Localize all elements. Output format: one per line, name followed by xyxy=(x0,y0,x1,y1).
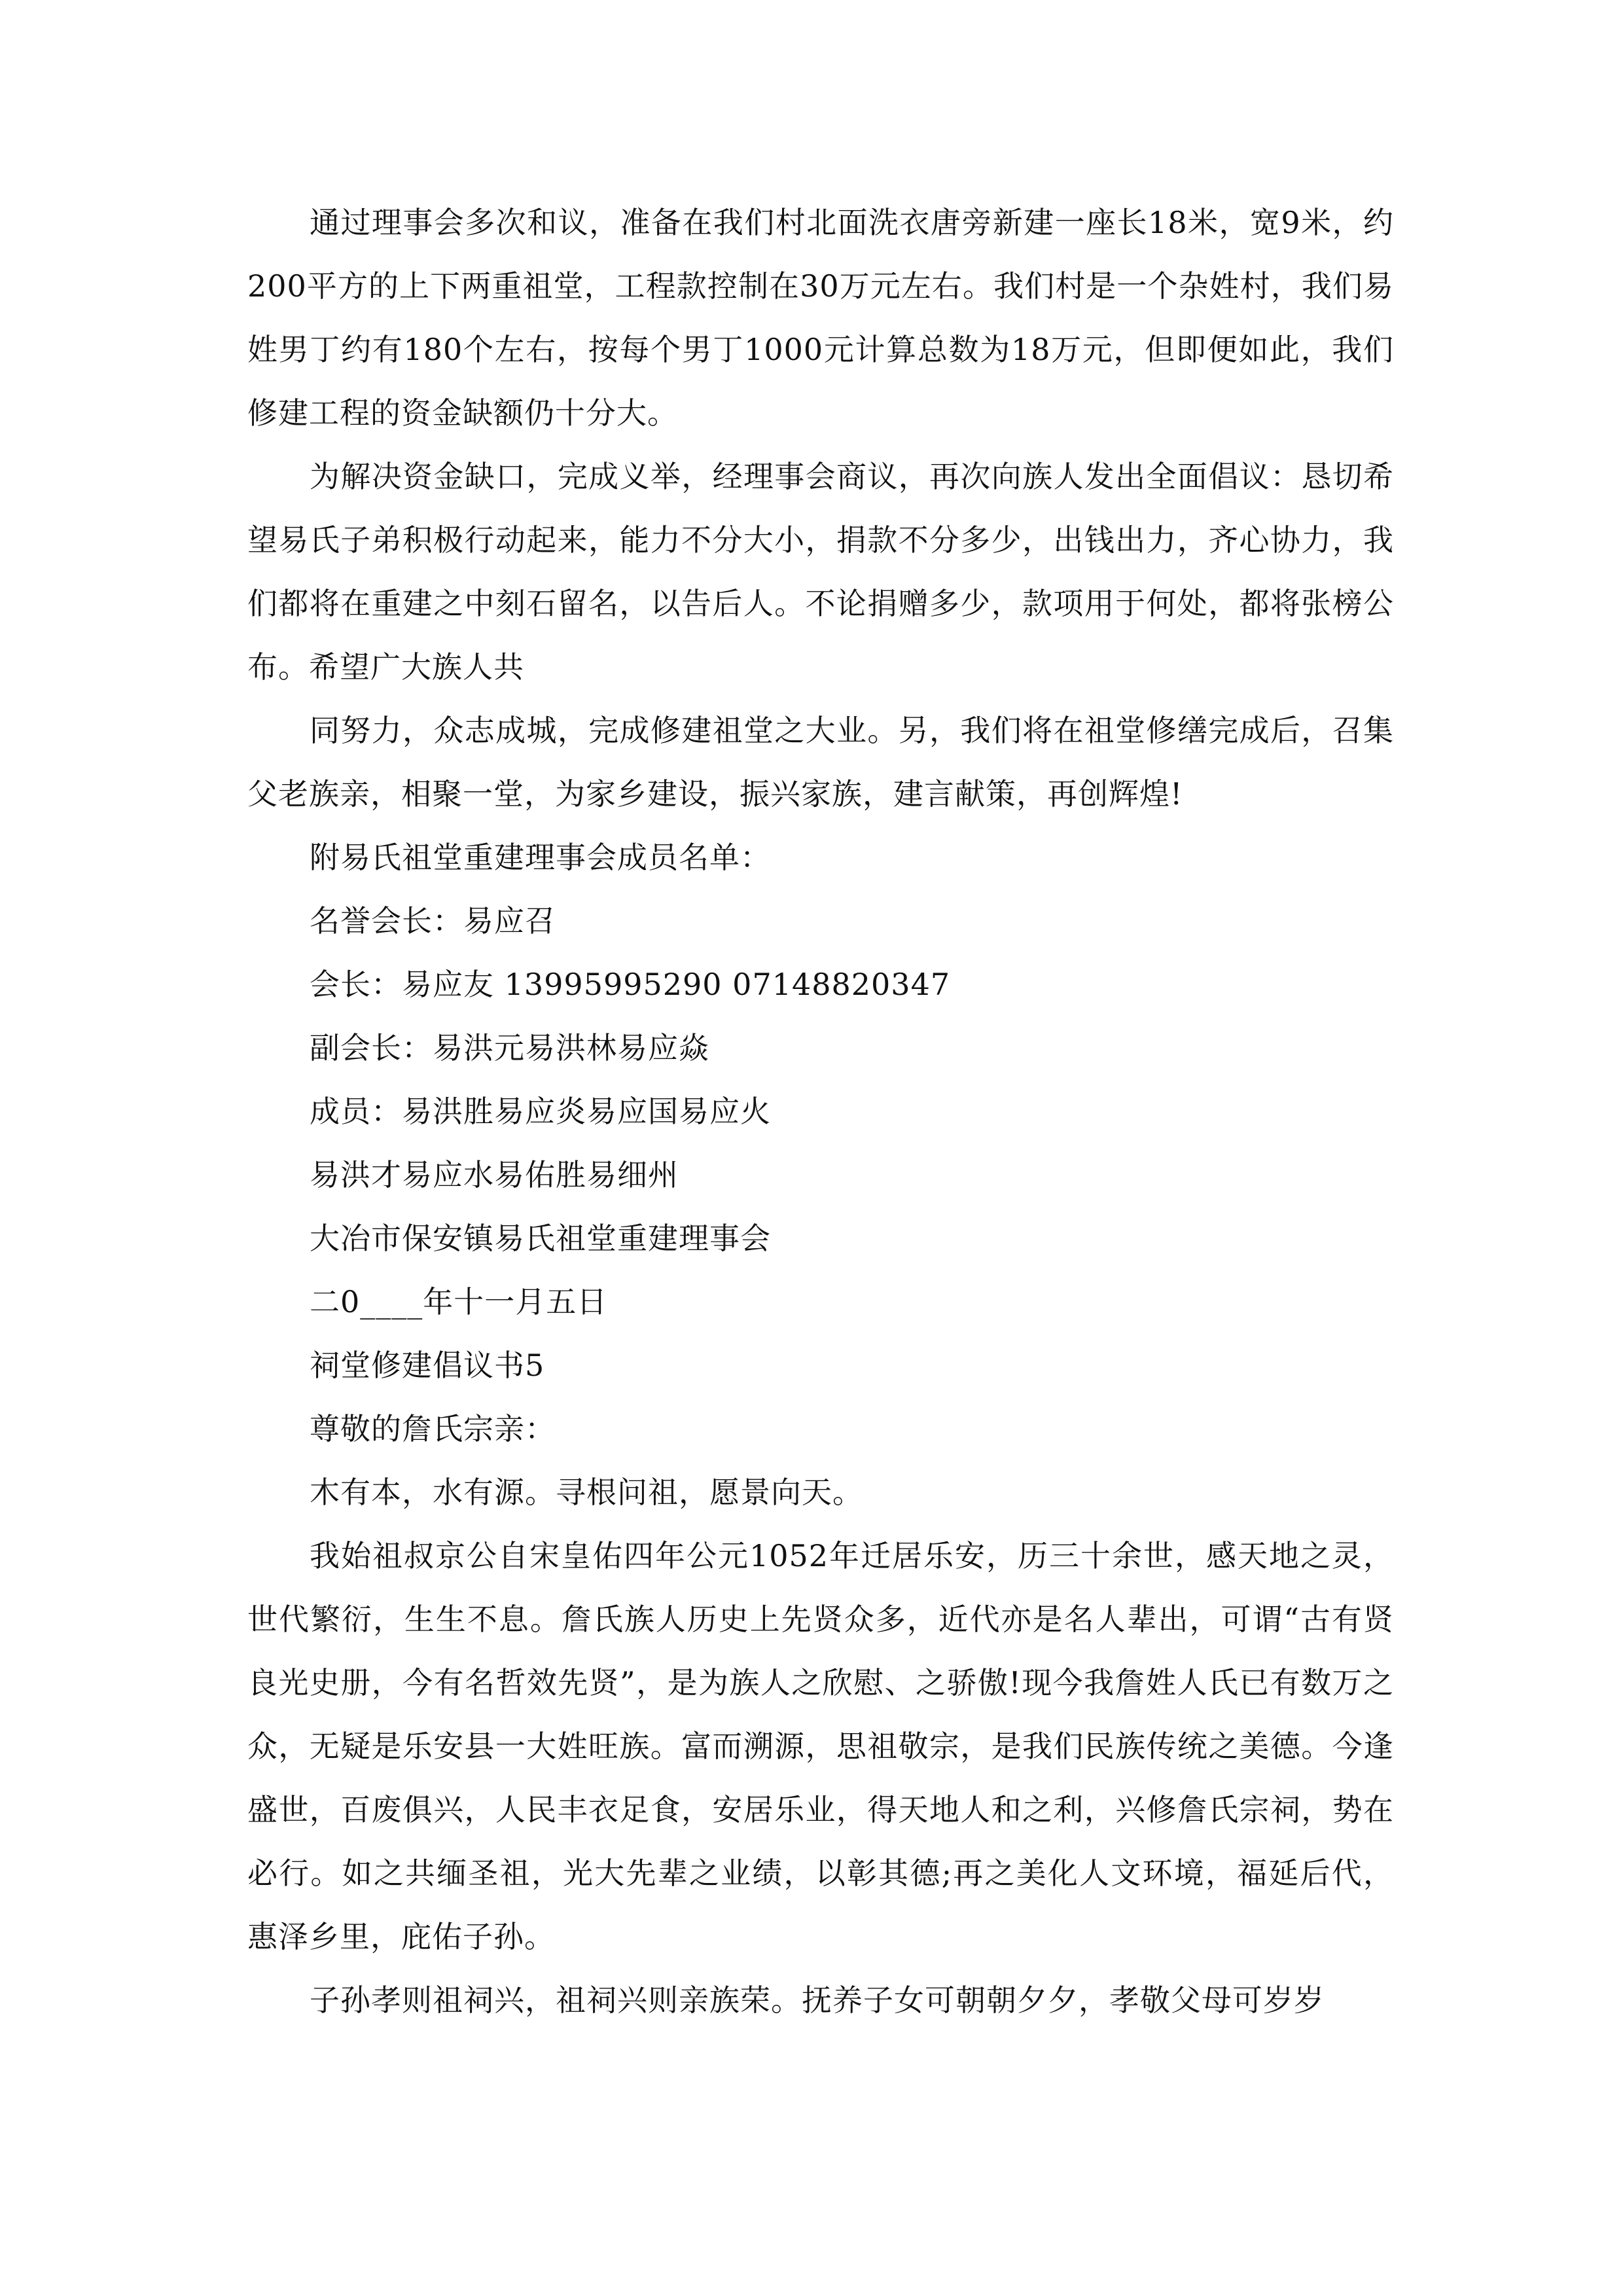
organization-signature: 大冶市保安镇易氏祖堂重建理事会 xyxy=(310,1221,771,1256)
honorary-president-line: 名誉会长：易应召 xyxy=(310,903,556,939)
members-line: 成员：易洪胜易应炎易应国易应火 xyxy=(310,1094,771,1129)
president-line: 会长：易应友 13995995290 07148820347 xyxy=(310,967,951,1002)
members-line-continued: 易洪才易应水易佑胜易细州 xyxy=(310,1157,679,1193)
paragraph-clan-history: 我始祖叔京公自宋皇佑四年公元1052年迁居乐安，历三十余世，感天地之灵，世代繁衍，生生不息。詹氏族人历史上先贤众多，近代亦是名人辈出，可谓“古有贤良光史册，今有名哲效先贤”，是为族人之欣慰、之骄傲!现今我詹姓人氏已有数万之众，无疑是乐安县一大姓旺族。富而溯源，思祖敬宗，是我们民族传统之美德。今逢盛世，百废俱兴，人民丰衣足食，安居乐业，得天地人和之利，兴修詹氏宗祠，势在必行。如之共缅圣祖，光大先辈之业绩，以彰其德;再之美化人文环境，福延后代，惠泽乡里，庇佑子孙。 xyxy=(247,1538,1394,1954)
paragraph-closing: 同努力，众志成城，完成修建祖堂之大业。另，我们将在祖堂修缮完成后，召集父老族亲，相聚一堂，为家乡建设，振兴家族，建言献策，再创辉煌! xyxy=(247,713,1394,812)
paragraph-filial-piety: 子孙孝则祖祠兴，祖祠兴则亲族荣。抚养子女可朝朝夕夕，孝敬父母可岁岁 xyxy=(310,1982,1325,2018)
council-member-list xyxy=(247,826,1394,1524)
salutation: 尊敬的詹氏宗亲： xyxy=(310,1411,556,1446)
section-title: 祠堂修建倡议书5 xyxy=(310,1348,545,1383)
document-date: 二0____年十一月五日 xyxy=(310,1284,608,1319)
opening-verse: 木有本，水有源。寻根问祖，愿景向天。 xyxy=(310,1475,863,1510)
document-body xyxy=(247,191,1394,2032)
paragraph-construction-plan: 通过理事会多次和议，准备在我们村北面洗衣唐旁新建一座长18米，宽9米，约200平方的上下两重祖堂，工程款控制在30万元左右。我们村是一个杂姓村，我们易姓男丁约有180个左右，按每个男丁1000元计算总数为18万元，但即便如此，我们修建工程的资金缺额仍十分大。 xyxy=(247,205,1394,431)
vice-president-line: 副会长：易洪元易洪林易应焱 xyxy=(310,1030,709,1066)
list-heading: 附易氏祖堂重建理事会成员名单： xyxy=(310,840,771,875)
paragraph-funding-appeal: 为解决资金缺口，完成义举，经理事会商议，再次向族人发出全面倡议：恳切希望易氏子弟积极行动起来，能力不分大小，捐款不分多少，出钱出力，齐心协力，我们都将在重建之中刻石留名，以告后人。不论捐赠多少，款项用于何处，都将张榜公布。希望广大族人共 xyxy=(247,459,1394,685)
